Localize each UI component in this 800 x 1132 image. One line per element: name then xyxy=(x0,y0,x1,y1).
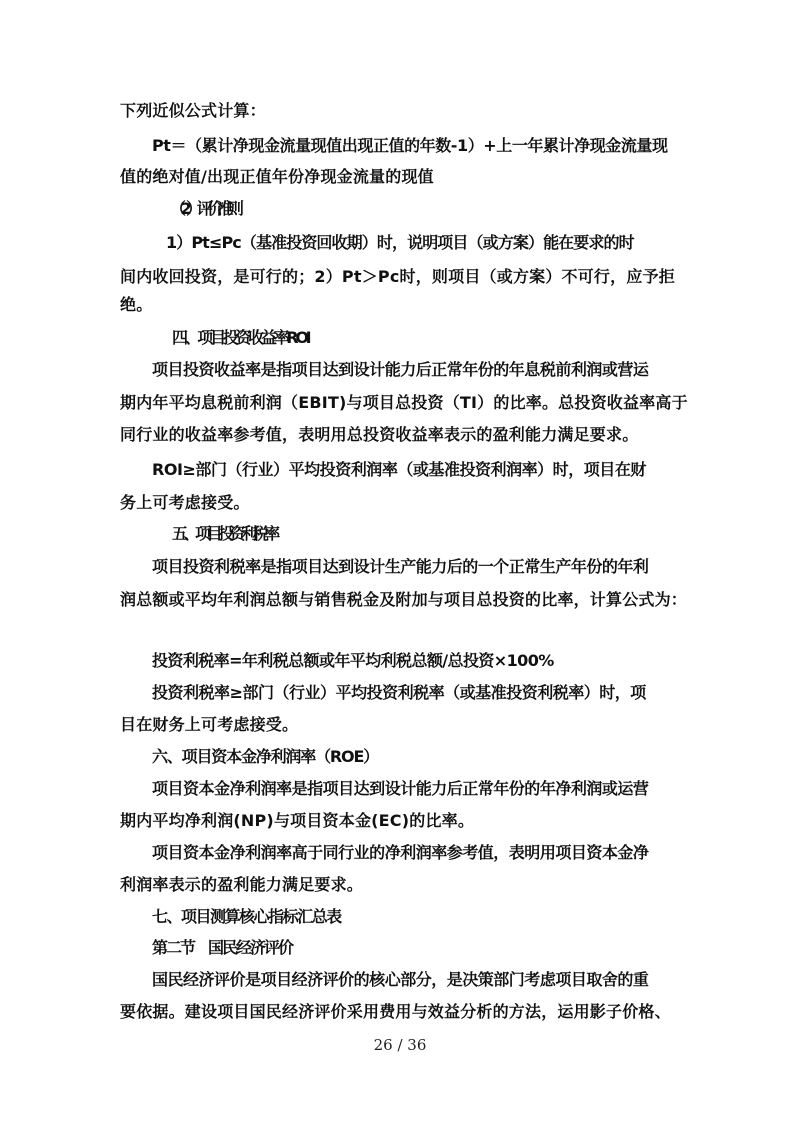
text-line: 目在财务上可考虑接受。 xyxy=(120,715,299,734)
text-line: 间内收回投资，是可行的；2）Pt＞Pc时，则项目（或方案）不可行，应予拒 xyxy=(120,267,675,286)
text-line: 利润率表示的盈利能力满足要求。 xyxy=(120,875,364,894)
text-line: 期内平均净利润(NP)与项目资本金(EC)的比率。 xyxy=(120,811,475,830)
text-line: 项目投资利税率是指项目达到设计生产能力后的一个正常生产年份的年利 xyxy=(152,557,649,576)
section-heading: 四、项目投资收益率ROI xyxy=(172,328,309,347)
formula-line: 投资利税率=年利税总额或年平均利税总额/总投资×100% xyxy=(152,651,554,670)
text-line: 国民经济评价是项目经济评价的核心部分，是决策部门考虑项目取舍的重 xyxy=(152,970,649,989)
text-line: 投资利税率≥部门（行业）平均投资利税率（或基准投资利税率）时，项 xyxy=(152,683,646,702)
text-line: 期内年平均息税前利润（EBIT)与项目总投资（TI）的比率。总投资收益率高于 xyxy=(120,393,688,412)
section-heading: 五、项目投资利税率 xyxy=(172,524,276,543)
text-line: ROI≥部门（行业）平均投资利润率（或基准投资利润率）时，项目在财 xyxy=(152,460,646,479)
text-line: 务上可考虑接受。 xyxy=(120,493,250,512)
text-line: （2）评价准则 xyxy=(170,199,239,218)
text-line: 项目资本金净利润率是指项目达到设计能力后正常年份的年净利润或运营 xyxy=(152,779,649,798)
text-line: 1）Pt≤Pc（基准投资回收期）时，说明项目（或方案）能在要求的时 xyxy=(166,233,634,252)
text-line: 同行业的收益率参考值，表明用总投资收益率表示的盈利能力满足要求。 xyxy=(120,425,639,444)
page-number: 26 / 36 xyxy=(373,1036,427,1054)
text-line: 项目投资收益率是指项目达到设计能力后正常年份的年息税前利润或营运 xyxy=(152,360,649,379)
text-line: 下列近似公式计算： xyxy=(120,101,266,120)
text-line: 绝。 xyxy=(120,295,153,314)
section-heading: 七、项目测算核心指标汇总表 xyxy=(152,907,341,926)
section-heading: 第二节 国民经济评价 xyxy=(152,938,293,957)
text-line: 要依据。建设项目国民经济评价采用费用与效益分析的方法，运用影子价格、 xyxy=(120,1002,671,1021)
text-line: Pt＝（累计净现金流量现值出现正值的年数-1）+上一年累计净现金流量现 xyxy=(152,136,668,155)
section-heading: 六、项目资本金净利润率（ROE） xyxy=(152,747,379,766)
text-line: 润总额或平均年利润总额与销售税金及附加与项目总投资的比率，计算公式为： xyxy=(120,590,688,609)
text-line: 项目资本金净利润率高于同行业的净利润率参考值，表明用项目资本金净 xyxy=(152,843,649,862)
text-line: 值的绝对值/出现正值年份净现金流量的现值 xyxy=(120,167,434,186)
